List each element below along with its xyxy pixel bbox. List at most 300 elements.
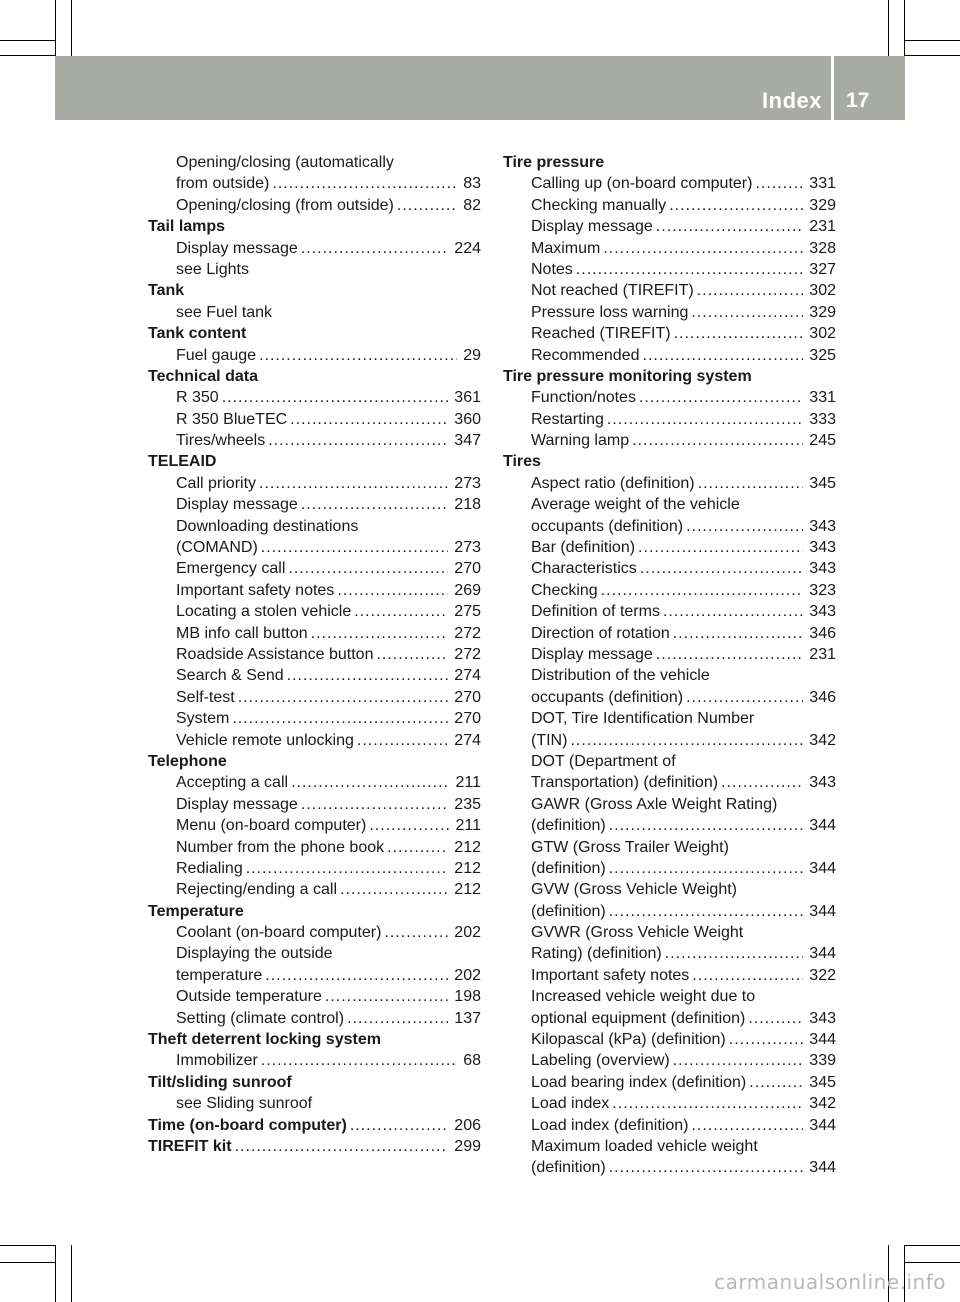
entry-text: Load index (definition) xyxy=(531,1116,689,1134)
index-subentry xyxy=(503,1093,836,1114)
page-reference: 302 xyxy=(809,282,836,300)
dot-leader xyxy=(325,986,448,1007)
page-reference: 343 xyxy=(809,560,836,578)
dot-leader xyxy=(609,815,804,836)
entry-text: Display message xyxy=(176,795,298,813)
index-subentry xyxy=(503,837,836,858)
dot-leader xyxy=(607,409,803,430)
dot-leader xyxy=(369,815,449,836)
index-entry xyxy=(503,366,836,387)
dot-leader xyxy=(656,644,803,665)
entry-text: Opening/closing (from outside) xyxy=(176,196,394,214)
index-entry xyxy=(148,451,481,472)
index-subentry xyxy=(148,173,481,194)
dot-leader xyxy=(357,730,448,751)
entry-text: Locating a stolen vehicle xyxy=(176,603,352,621)
index-subentry xyxy=(148,195,481,216)
dot-leader xyxy=(232,708,448,729)
index-subentry xyxy=(148,302,481,323)
index-subentry xyxy=(503,708,836,729)
entry-text: Not reached (TIREFIT) xyxy=(531,282,694,300)
entry-text: GVW (Gross Vehicle Weight) xyxy=(531,881,737,899)
index-subentry xyxy=(503,238,836,259)
index-subentry xyxy=(148,601,481,622)
entry-text: Transportation) (definition) xyxy=(531,774,719,792)
page-reference: 224 xyxy=(454,239,481,257)
index-subentry xyxy=(148,943,481,964)
dot-leader xyxy=(663,601,803,622)
index-subentry xyxy=(503,580,836,601)
entry-text: (definition) xyxy=(531,1159,606,1177)
page-reference: 245 xyxy=(809,432,836,450)
dot-leader xyxy=(354,601,448,622)
dot-leader xyxy=(691,302,803,323)
dot-leader xyxy=(576,259,804,280)
watermark: carmanualsonline.info xyxy=(714,1270,946,1294)
dot-leader xyxy=(609,1157,804,1178)
index-subentry xyxy=(148,623,481,644)
dot-leader xyxy=(340,879,448,900)
index-subentry xyxy=(503,409,836,430)
index-subentry xyxy=(148,986,481,1007)
page-reference: 299 xyxy=(454,1137,481,1155)
index-subentry xyxy=(503,516,836,537)
page-reference: 344 xyxy=(809,859,836,877)
page-reference: 212 xyxy=(454,859,481,877)
index-subentry xyxy=(503,473,836,494)
page-reference: 218 xyxy=(454,496,481,514)
entry-text: Tires xyxy=(503,453,541,471)
page-reference: 331 xyxy=(809,175,836,193)
page-number: 17 xyxy=(846,89,870,112)
dot-leader xyxy=(287,665,449,686)
dot-leader xyxy=(686,516,803,537)
header-divider xyxy=(831,56,834,120)
entry-text: Search & Send xyxy=(176,667,284,685)
entry-text: (COMAND) xyxy=(176,539,258,557)
index-subentry xyxy=(503,387,836,408)
index-subentry xyxy=(148,815,481,836)
index-subentry xyxy=(148,580,481,601)
page-reference: 343 xyxy=(809,517,836,535)
entry-text: Distribution of the vehicle xyxy=(531,667,710,685)
index-entry xyxy=(148,1072,481,1093)
entry-text: (definition) xyxy=(531,859,606,877)
index-subentry xyxy=(503,345,836,366)
crop-mark xyxy=(905,55,960,56)
dot-leader xyxy=(673,623,804,644)
entry-text: Pressure loss warning xyxy=(531,303,689,321)
index-subentry xyxy=(148,1050,481,1071)
page-reference: 345 xyxy=(809,474,836,492)
page-reference: 329 xyxy=(809,303,836,321)
index-subentry xyxy=(503,558,836,579)
crop-mark xyxy=(0,40,55,41)
crop-mark xyxy=(905,1262,960,1263)
dot-leader xyxy=(697,280,804,301)
page-reference: 343 xyxy=(809,539,836,557)
entry-text: GTW (Gross Trailer Weight) xyxy=(531,838,729,856)
entry-text: Bar (definition) xyxy=(531,539,636,557)
index-column-right xyxy=(503,152,836,1179)
page-reference: 273 xyxy=(454,474,481,492)
entry-text: Direction of rotation xyxy=(531,624,670,642)
dot-leader xyxy=(632,430,803,451)
entry-text: temperature xyxy=(176,966,263,984)
dot-leader xyxy=(674,323,804,344)
entry-text: Increased vehicle weight due to xyxy=(531,988,756,1006)
page-reference: 270 xyxy=(454,688,481,706)
entry-text: Tank content xyxy=(148,325,247,343)
page-reference: 270 xyxy=(454,710,481,728)
index-subentry xyxy=(503,430,836,451)
page-reference: 328 xyxy=(809,239,836,257)
entry-text: GAWR (Gross Axle Weight Rating) xyxy=(531,795,778,813)
index-subentry xyxy=(503,858,836,879)
page-reference: 343 xyxy=(809,1009,836,1027)
page-reference: 323 xyxy=(809,581,836,599)
dot-leader xyxy=(337,580,448,601)
entry-text: Rating) (definition) xyxy=(531,945,662,963)
dot-leader xyxy=(638,537,803,558)
index-subentry xyxy=(503,815,836,836)
index-subentry xyxy=(503,216,836,237)
page-reference: 333 xyxy=(809,410,836,428)
entry-text: Display message xyxy=(531,645,653,663)
page-reference: 346 xyxy=(809,688,836,706)
index-subentry xyxy=(148,708,481,729)
entry-text: Tank xyxy=(148,282,185,300)
index-subentry xyxy=(503,1157,836,1178)
page-reference: 327 xyxy=(809,260,836,278)
index-subentry xyxy=(148,922,481,943)
dot-leader xyxy=(347,1008,448,1029)
page-reference: 325 xyxy=(809,346,836,364)
index-subentry xyxy=(503,943,836,964)
index-entry xyxy=(148,323,481,344)
entry-text: Tire pressure monitoring system xyxy=(503,367,752,385)
page-reference: 270 xyxy=(454,560,481,578)
entry-text: Maximum xyxy=(531,239,601,257)
index-subentry xyxy=(503,644,836,665)
dot-leader xyxy=(261,537,449,558)
index-subentry xyxy=(148,858,481,879)
index-subentry xyxy=(503,323,836,344)
index-subentry xyxy=(503,901,836,922)
dot-leader xyxy=(748,1008,803,1029)
page-reference: 346 xyxy=(809,624,836,642)
dot-leader xyxy=(238,687,449,708)
entry-text: Coolant (on-board computer) xyxy=(176,924,382,942)
dot-leader xyxy=(665,943,804,964)
dot-leader xyxy=(397,195,457,216)
dot-leader xyxy=(222,387,449,408)
dot-leader xyxy=(272,173,457,194)
index-subentry xyxy=(503,965,836,986)
index-subentry xyxy=(503,259,836,280)
index-subentry xyxy=(148,1008,481,1029)
index-subentry xyxy=(503,1029,836,1050)
index-subentry xyxy=(503,986,836,1007)
index-subentry xyxy=(148,409,481,430)
dot-leader xyxy=(601,580,804,601)
index-subentry xyxy=(503,173,836,194)
entry-text: Telephone xyxy=(148,752,227,770)
entry-text: Downloading destinations xyxy=(176,517,359,535)
entry-text: DOT, Tire Identification Number xyxy=(531,710,755,728)
page-reference: 272 xyxy=(454,645,481,663)
dot-leader xyxy=(376,644,448,665)
entry-text: (definition) xyxy=(531,902,606,920)
crop-mark xyxy=(0,1245,55,1246)
index-subentry xyxy=(148,152,481,173)
index-subentry xyxy=(503,1115,836,1136)
page-reference: 82 xyxy=(463,196,481,214)
page-reference: 302 xyxy=(809,325,836,343)
index-entry xyxy=(148,751,481,772)
page-reference: 344 xyxy=(809,945,836,963)
entry-text: Temperature xyxy=(148,902,244,920)
index-entry xyxy=(148,901,481,922)
crop-mark xyxy=(55,1245,56,1302)
page-reference: 211 xyxy=(455,817,481,835)
entry-text: Warning lamp xyxy=(531,432,630,450)
entry-text: Rejecting/ending a call xyxy=(176,881,337,899)
entry-text: occupants (definition) xyxy=(531,517,684,535)
index-subentry xyxy=(148,687,481,708)
entry-text: Time (on-board computer) xyxy=(148,1116,347,1134)
entry-text: Notes xyxy=(531,260,573,278)
entry-text: Menu (on-board computer) xyxy=(176,817,367,835)
crop-mark xyxy=(0,1262,55,1263)
dot-leader xyxy=(265,965,448,986)
dot-leader xyxy=(350,1115,448,1136)
index-subentry xyxy=(148,837,481,858)
dot-leader xyxy=(603,238,803,259)
index-subentry xyxy=(148,644,481,665)
dot-leader xyxy=(290,409,448,430)
entry-text: Tire pressure xyxy=(503,154,605,171)
dot-leader xyxy=(749,1072,803,1093)
page-reference: 274 xyxy=(454,731,481,749)
index-subentry xyxy=(148,1093,481,1114)
entry-text: optional equipment (definition) xyxy=(531,1009,746,1027)
dot-leader xyxy=(570,730,803,751)
index-entry xyxy=(148,216,481,237)
entry-text: Reached (TIREFIT) xyxy=(531,325,671,343)
index-subentry xyxy=(148,772,481,793)
entry-text: Calling up (on-board computer) xyxy=(531,175,753,193)
page-reference: 360 xyxy=(454,410,481,428)
entry-text: Accepting a call xyxy=(176,774,289,792)
dot-leader xyxy=(729,1029,804,1050)
dot-leader xyxy=(643,345,804,366)
dot-leader xyxy=(721,772,803,793)
entry-text: Self-test xyxy=(176,688,235,706)
page-reference: 137 xyxy=(454,1009,481,1027)
page-reference: 274 xyxy=(454,667,481,685)
dot-leader xyxy=(259,345,457,366)
entry-text: Technical data xyxy=(148,367,258,385)
crop-mark xyxy=(0,55,55,56)
entry-text: Labeling (overview) xyxy=(531,1052,670,1070)
entry-text: from outside) xyxy=(176,175,270,193)
page-reference: 83 xyxy=(463,175,481,193)
index-subentry xyxy=(503,1008,836,1029)
page-reference: 347 xyxy=(454,432,481,450)
index-subentry xyxy=(148,238,481,259)
dot-leader xyxy=(669,195,803,216)
crop-mark xyxy=(71,0,72,56)
index-subentry xyxy=(148,430,481,451)
entry-text: Average weight of the vehicle xyxy=(531,496,740,514)
page-reference: 235 xyxy=(454,795,481,813)
page-reference: 231 xyxy=(809,218,836,236)
index-subentry xyxy=(503,751,836,772)
entry-text: Display message xyxy=(176,496,298,514)
index-subentry xyxy=(148,794,481,815)
page-reference: 344 xyxy=(809,1159,836,1177)
page-title: Index xyxy=(762,88,822,113)
index-subentry xyxy=(148,879,481,900)
page-reference: 342 xyxy=(809,1095,836,1113)
entry-text: Emergency call xyxy=(176,560,286,578)
page-reference: 344 xyxy=(809,1031,836,1049)
dot-leader xyxy=(609,901,804,922)
page-reference: 322 xyxy=(809,966,836,984)
index-subentry xyxy=(148,516,481,537)
page-reference: 343 xyxy=(809,774,836,792)
index-subentry xyxy=(148,494,481,515)
page-reference: 29 xyxy=(463,346,481,364)
index-subentry xyxy=(503,794,836,815)
index-entry xyxy=(148,1115,481,1136)
page-reference: 202 xyxy=(454,924,481,942)
entry-text: TIREFIT kit xyxy=(148,1137,232,1155)
entry-text: Fuel gauge xyxy=(176,346,257,364)
index-subentry xyxy=(148,387,481,408)
entry-text: Redialing xyxy=(176,859,243,877)
entry-text: Display message xyxy=(176,239,298,257)
index-subentry xyxy=(503,1136,836,1157)
dot-leader xyxy=(686,687,803,708)
entry-text: Tires/wheels xyxy=(176,432,266,450)
index-subentry xyxy=(503,922,836,943)
page-reference: 329 xyxy=(809,196,836,214)
index-subentry xyxy=(148,730,481,751)
crop-mark xyxy=(905,1245,960,1246)
entry-text: GVWR (Gross Vehicle Weight xyxy=(531,924,744,942)
entry-text: Checking xyxy=(531,581,598,599)
index-subentry xyxy=(148,259,481,280)
dot-leader xyxy=(291,772,449,793)
entry-text: Number from the phone book xyxy=(176,838,385,856)
entry-text: Displaying the outside xyxy=(176,945,333,963)
page-reference: 343 xyxy=(809,603,836,621)
dot-leader xyxy=(268,430,448,451)
index-subentry xyxy=(503,623,836,644)
page-reference: 211 xyxy=(455,774,481,792)
dot-leader xyxy=(246,858,449,879)
page-reference: 342 xyxy=(809,731,836,749)
dot-leader xyxy=(755,173,803,194)
entry-text: R 350 BlueTEC xyxy=(176,410,288,428)
dot-leader xyxy=(640,558,803,579)
index-subentry xyxy=(503,879,836,900)
page-reference: 345 xyxy=(809,1073,836,1091)
index-subentry xyxy=(148,665,481,686)
entry-text: (TIN) xyxy=(531,731,568,749)
crop-mark xyxy=(71,1245,72,1302)
index-subentry xyxy=(503,772,836,793)
entry-text: Call priority xyxy=(176,474,257,492)
index-entry xyxy=(503,152,836,173)
entry-text: Opening/closing (automatically xyxy=(176,154,394,171)
entry-text: DOT (Department of xyxy=(531,752,676,770)
dot-leader xyxy=(288,558,448,579)
dot-leader xyxy=(301,494,448,515)
dot-leader xyxy=(673,1050,804,1071)
dot-leader xyxy=(235,1136,449,1157)
entry-text: R 350 xyxy=(176,389,219,407)
index-subentry xyxy=(503,195,836,216)
index-subentry xyxy=(503,730,836,751)
entry-text: Load index xyxy=(531,1095,610,1113)
dot-leader xyxy=(311,623,449,644)
page-reference: 331 xyxy=(809,389,836,407)
page-reference: 344 xyxy=(809,817,836,835)
entry-text: Definition of terms xyxy=(531,603,660,621)
page-reference: 269 xyxy=(454,581,481,599)
index-entry xyxy=(148,280,481,301)
dot-leader xyxy=(656,216,803,237)
page-reference: 361 xyxy=(454,389,481,407)
index-subentry xyxy=(503,494,836,515)
dot-leader xyxy=(301,238,448,259)
index-subentry xyxy=(503,302,836,323)
entry-text: Vehicle remote unlocking xyxy=(176,731,354,749)
entry-text: MB info call button xyxy=(176,624,308,642)
entry-text: Display message xyxy=(531,218,653,236)
index-subentry xyxy=(503,537,836,558)
index-subentry xyxy=(148,473,481,494)
dot-leader xyxy=(261,1050,457,1071)
entry-text: see Lights xyxy=(176,260,249,278)
dot-leader xyxy=(691,1115,803,1136)
dot-leader xyxy=(609,858,804,879)
entry-text: Restarting xyxy=(531,410,604,428)
page-reference: 275 xyxy=(454,603,481,621)
entry-text: Roadside Assistance button xyxy=(176,645,374,663)
page-reference: 206 xyxy=(454,1116,481,1134)
entry-text: Theft deterrent locking system xyxy=(148,1031,381,1049)
dot-leader xyxy=(698,473,804,494)
index-subentry xyxy=(503,1050,836,1071)
page-reference: 272 xyxy=(454,624,481,642)
page-reference: 344 xyxy=(809,1116,836,1134)
page-reference: 212 xyxy=(454,881,481,899)
entry-text: Tail lamps xyxy=(148,218,226,236)
index-subentry xyxy=(503,687,836,708)
dot-leader xyxy=(384,922,448,943)
page-reference: 339 xyxy=(809,1052,836,1070)
page-reference: 202 xyxy=(454,966,481,984)
index-subentry xyxy=(503,1072,836,1093)
entry-text: Checking manually xyxy=(531,196,667,214)
page-reference: 344 xyxy=(809,902,836,920)
entry-text: Characteristics xyxy=(531,560,637,578)
entry-text: System xyxy=(176,710,230,728)
